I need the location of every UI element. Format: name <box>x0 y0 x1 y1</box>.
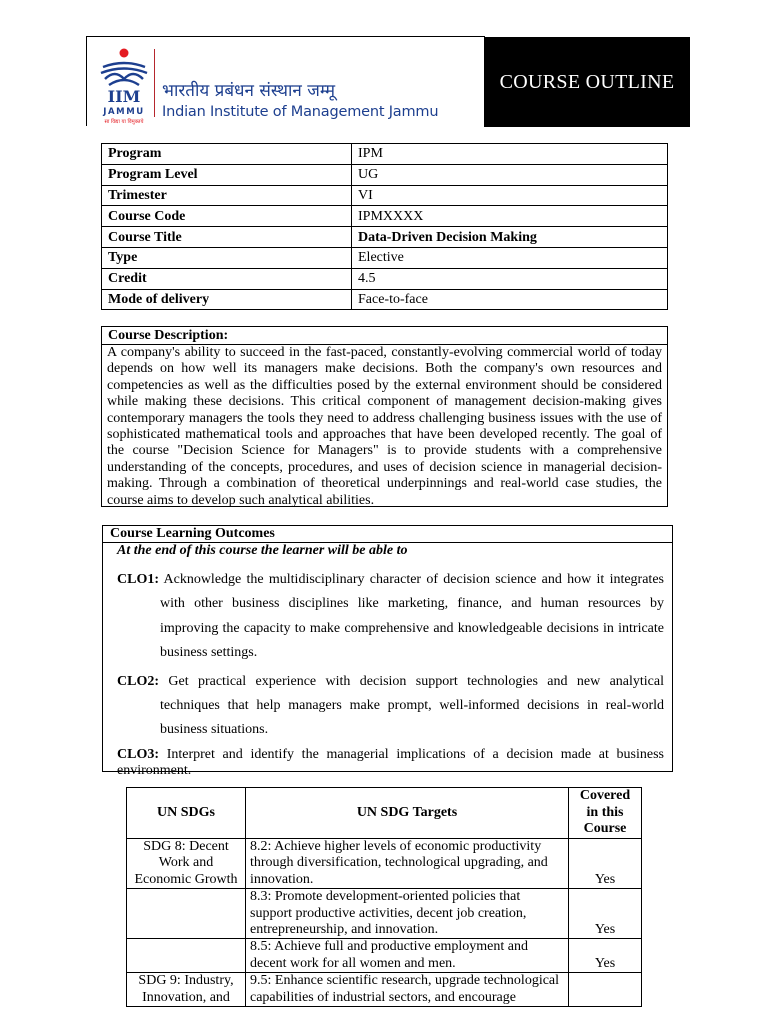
info-label: Course Code <box>102 206 352 227</box>
logo-iim-text: IIM <box>107 87 141 106</box>
iim-jammu-logo-icon <box>93 45 155 125</box>
info-label: Trimester <box>102 185 352 206</box>
learning-outcomes-section <box>102 525 673 778</box>
sdg-goal-cell: SDG 8: Decent Work and Economic Growth <box>127 839 246 889</box>
column-header: UN SDG Targets <box>246 788 569 839</box>
sdg-covered-cell: Yes <box>569 839 642 889</box>
table-row <box>102 185 668 206</box>
institute-logo-banner <box>86 36 485 126</box>
learning-outcome-item <box>117 670 664 743</box>
course-outline-banner <box>484 37 690 127</box>
info-value: Face-to-face <box>352 289 668 310</box>
table-row <box>102 247 668 268</box>
info-label: Course Title <box>102 227 352 248</box>
column-header: UN SDGs <box>127 788 246 839</box>
info-label: Type <box>102 247 352 268</box>
info-label: Program Level <box>102 164 352 185</box>
info-value: IPM <box>352 144 668 165</box>
table-row <box>102 289 668 310</box>
outcome-code: CLO3: <box>117 746 159 762</box>
column-header: Covered in this Course <box>569 788 642 839</box>
institute-name-hindi: भारतीय प्रबंधन संस्थान जम्मू <box>162 81 336 101</box>
table-header-row <box>127 788 642 839</box>
learning-outcome-item <box>117 747 664 779</box>
info-value: IPMXXXX <box>352 206 668 227</box>
course-description-section <box>101 326 668 507</box>
document-title: COURSE OUTLINE <box>499 70 675 93</box>
sdg-goal-cell <box>127 889 246 939</box>
info-label: Credit <box>102 268 352 289</box>
outcome-text: Interpret and identify the managerial implications of a decision made at business environment. <box>117 746 665 778</box>
sdg-goal-cell <box>127 939 246 973</box>
sdg-goal-cell: SDG 9: Industry, Innovation, and <box>127 973 246 1007</box>
table-row <box>102 164 668 185</box>
table-row <box>102 206 668 227</box>
table-row <box>102 227 668 248</box>
logo-motto-text: सा विद्या या विमुक्तये <box>104 119 144 125</box>
learning-outcome-item <box>117 568 664 666</box>
outcome-text: Acknowledge the multidisciplinary character of decision science and how it integrates with other business disciplines like marketing, finance, and human resources by improving the capacity to make comprehensive and knowledgeable decisions in intricate business settings. <box>160 572 664 661</box>
info-label: Program <box>102 144 352 165</box>
table-row <box>127 973 642 1007</box>
sdg-covered-cell: Yes <box>569 939 642 973</box>
info-value: Elective <box>352 247 668 268</box>
course-info-table <box>101 143 668 310</box>
sdg-target-cell: 9.5: Enhance scientific research, upgrade technological capabilities of industrial sectors, and encourage <box>246 973 569 1007</box>
table-row <box>127 889 642 939</box>
outcome-code: CLO1: <box>117 572 159 587</box>
outcome-code: CLO2: <box>117 673 159 689</box>
logo-divider <box>154 49 155 117</box>
section-heading: Course Description: <box>102 327 667 345</box>
info-value: Data-Driven Decision Making <box>352 227 668 248</box>
table-row <box>127 939 642 973</box>
sdg-target-cell: 8.5: Achieve full and productive employment and decent work for all women and men. <box>246 939 569 973</box>
institute-name-english: Indian Institute of Management Jammu <box>162 104 439 120</box>
info-value: 4.5 <box>352 268 668 289</box>
section-heading: Course Learning Outcomes <box>103 526 672 543</box>
info-value: VI <box>352 185 668 206</box>
sdg-covered-cell: Yes <box>569 889 642 939</box>
outcomes-intro: At the end of this course the learner will be able to <box>117 543 408 558</box>
document-header <box>86 36 690 127</box>
sdg-target-cell: 8.2: Achieve higher levels of economic productivity through diversification, technological upgrading, and innovation. <box>246 839 569 889</box>
info-value: UG <box>352 164 668 185</box>
un-sdg-table <box>126 787 642 1007</box>
table-row <box>127 839 642 889</box>
outcome-text: Get practical experience with decision support technologies and new analytical techniques that help managers make prompt, well-informed decisions in real-world business situations. <box>160 673 664 738</box>
course-description-text: A company's ability to succeed in the fast-paced, constantly-evolving commercial world of today depends on how well its managers make decisions. Both the company's own resources and competencies as well as the difficulties posed by the external environment should be considered while making these decisions. This critical component of management decision-making gives contemporary managers the tools they need to address challenging business issues with the use of sophisticated mathematical tools and approaches that have been developed recently. The goal of the course "Decision Science for Managers" is to provide students with a comprehensive understanding of the concepts, procedures, and uses of decision science in managerial decision-making. Through a combination of theoretical underpinnings and real-world case studies, the course aims to develop such analytical abilities. <box>107 345 662 508</box>
sdg-target-cell: 8.3: Promote development-oriented policies that support productive activities, decent job creation, entrepreneurship, and innovation. <box>246 889 569 939</box>
logo-jammu-text: JAMMU <box>103 107 145 117</box>
table-row <box>102 268 668 289</box>
table-row <box>102 144 668 165</box>
sdg-covered-cell <box>569 973 642 1007</box>
info-label: Mode of delivery <box>102 289 352 310</box>
